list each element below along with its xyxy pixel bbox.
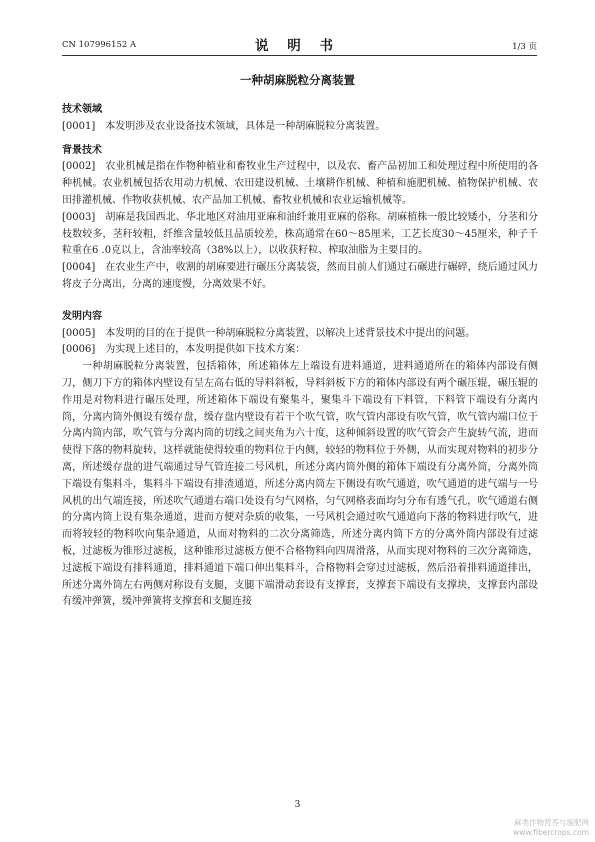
paragraph-text: 本发明的目的在于提供一种胡麻脱粒分离装置，以解决上述背景技术中提出的问题。 (105, 327, 476, 339)
paragraph-number: [0003] (62, 211, 96, 223)
paragraph-0002 (62, 159, 538, 209)
section-heading-invention: 发明内容 (62, 310, 102, 322)
watermark (513, 818, 589, 838)
paragraph-0006 (62, 342, 538, 359)
watermark-url: www.fibercrops.com (513, 828, 589, 837)
paragraph-text: 胡麻是我国西北、华北地区对油用亚麻和油纤兼用亚麻的俗称。胡麻植株一般比较矮小，分茎和分枝数较多，茎秆较粗，纤维含量较低且品质较差，株高通常在60～85厘米，工艺长度30～45厘米，种子千粒重在6 .0克以上，含油率较高（38%以上），以收获籽粒、榨取油脂为主要目的。 (62, 211, 538, 257)
paragraph-0001 (62, 119, 538, 136)
paragraph-0004 (62, 260, 538, 294)
paragraph-number: [0002] (62, 161, 96, 173)
paragraph-text: 农业机械是指在作物种植业和畜牧业生产过程中，以及农、畜产品初加工和处理过程中所使用的各种机械。农业机械包括农用动力机械、农田建设机械、土壤耕作机械、种植和施肥机械、植物保护机械、农田排灌机械、作物收获机械、农产品加工机械、畜牧业机械和农业运输机械等。 (62, 161, 538, 206)
paragraph-number: [0006] (62, 344, 96, 356)
paragraph-0006-body: 一种胡麻脱粒分离装置，包括箱体，所述箱体左上端设有进料通道，进料通道所在的箱体内部设有侧刀，侧刀下方的箱体内壁设有呈左高右低的导料斜板，导料斜板下方的箱体内部设有两个碾压辊，碾压辊的作用是对物料进行碾压处理，所述箱体下端设有聚集斗，聚集斗下端设有下料管，下料管下端设有分离内筒，分离内筒外侧设有缓存盘，缓存盘内壁设有若干个吹气管，吹气管内部设有吹气管，吹气管内端口位于分离内筒内部，吹气管与分离内筒的切线之间夹角为六十度，这种倾斜设置的吹气管会产生旋转气流，进而使得下落的物料旋转，这样就能使得较重的物料位于内侧，较轻的物料位于外侧，从而实现对物料的初步分离，所述缓存盘的进气端通过导气管连接二号风机，所述分离内筒外侧的箱体下端设有分离外筒，分离外筒下端设有集料斗，集料斗下端设有排渣通道，所述分离内筒左下侧设有吹气通道，吹气通道的进气端与一号风机的出气端连接，所述吹气通道右端口处设有匀气网格，匀气网格表面均匀分布有透气孔，吹气通道右侧的分离内筒上设有集杂通道，进而方便对杂质的收集，一号风机会通过吹气通道向下落的物料进行吹气，进而将较轻的物料吹向集杂通道，从而对物料的二次分离筛选，所述分离内筒下方的分离外筒内部设有过滤板，过滤板为锥形过滤板，这种锥形过滤板方便不合格物料向四周滑落，从而实现对物料的三次分离筛选，过滤板下端设有排料通道，排料通道下端口伸出集料斗，合格物料会穿过过滤板，然后沿着排料通道排出，所述分离外筒左右两侧对称设有支腿，支腿下端滑动套设有支撑套，支撑套下端设有支撑块，支撑套内部设有缓冲弹簧，缓冲弹簧将支撑套和支腿连接 (62, 361, 538, 608)
paragraph-text: 本发明涉及农业设备技术领域，具体是一种胡麻脱粒分离装置。 (105, 120, 386, 132)
section-heading-tech-field: 技术领域 (62, 104, 102, 115)
document-body (62, 102, 538, 611)
paragraph-number: [0001] (62, 120, 96, 132)
paragraph-number: [0005] (62, 327, 96, 339)
patent-number: CN 107996152 A (62, 40, 137, 50)
section-heading-background: 背景技术 (62, 144, 102, 156)
header-divider (62, 55, 537, 56)
document-type-label: 说 明 书 (255, 38, 340, 54)
paragraph-number: [0004] (62, 262, 96, 274)
page-indicator: 1/3 页 (512, 42, 537, 52)
paragraph-0003 (62, 210, 538, 260)
watermark-name: 麻类作物营养与施肥网 (514, 818, 589, 827)
paragraph-0005 (62, 326, 538, 343)
document-title: 一种胡麻脱粒分离装置 (240, 73, 355, 87)
paragraph-text: 在农业生产中，收割的胡麻要进行碾压分离装袋，然而目前人们通过石碾进行碾碎，绕后通过风力将皮子分离出，分离的速度慢，分离效果不好。 (62, 262, 538, 290)
paragraph-text: 为实现上述目的，本发明提供如下技术方案： (105, 344, 306, 356)
page-number: 3 (294, 800, 301, 810)
